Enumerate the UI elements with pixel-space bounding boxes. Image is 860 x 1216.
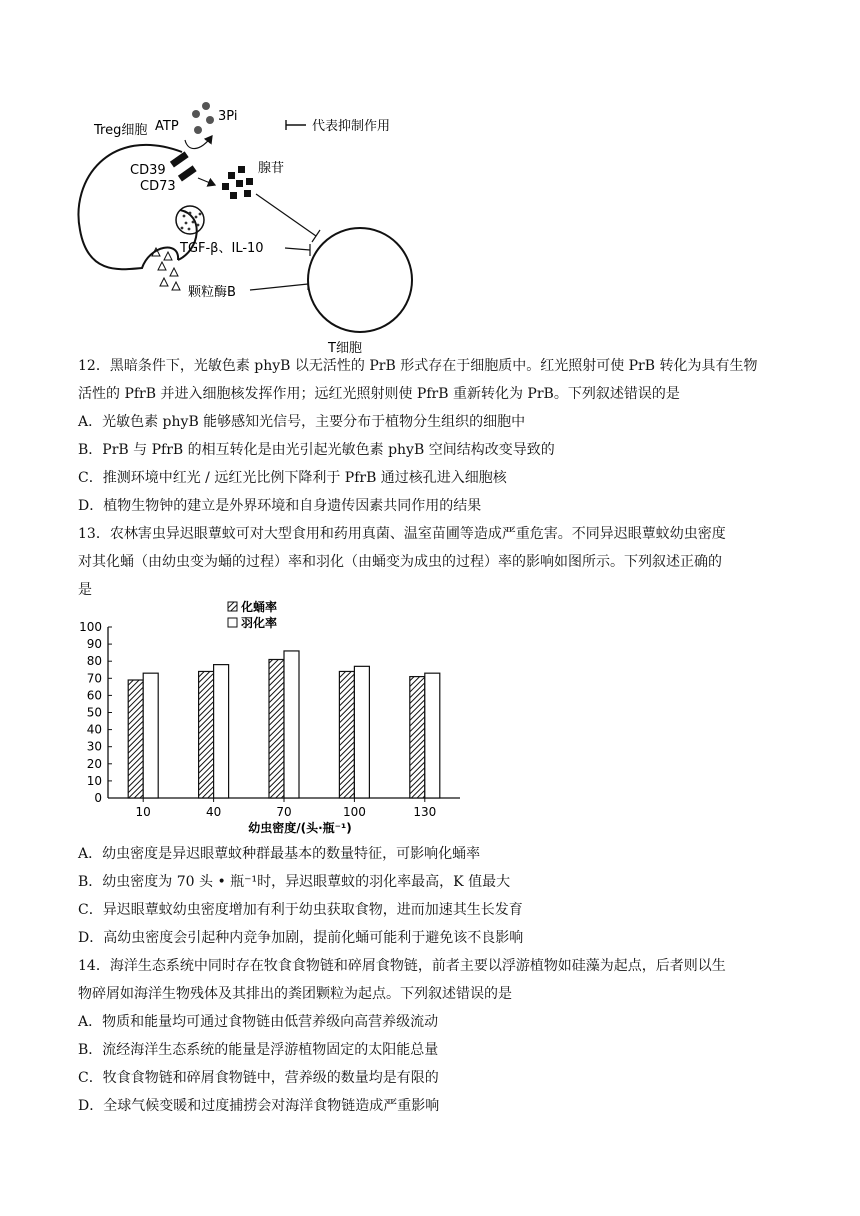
cd73-marker	[178, 165, 197, 181]
y-tick-label: 50	[86, 705, 102, 720]
t-cell	[308, 228, 412, 332]
pi-dot	[192, 110, 200, 118]
inhibit-legend-text: 代表抑制作用	[312, 119, 391, 134]
bar-eclosion	[284, 651, 299, 798]
y-tick-label: 70	[86, 671, 102, 686]
y-tick-label: 0	[94, 791, 102, 805]
question-stem: 12．黑暗条件下，光敏色素 phyB 以无活性的 PrB 形式存在于细胞质中。红光照射可使 PrB 转化为具有生物	[78, 358, 758, 374]
option-a: A．光敏色素 phyB 能够感知光信号，主要分布于植物分生组织的细胞中	[78, 414, 526, 430]
option-d: D．植物生物钟的建立是外界环境和自身遗传因素共同作用的结果	[78, 498, 482, 514]
bar-pupation	[339, 671, 354, 798]
adenosine-squares	[222, 166, 253, 199]
bar-pupation	[269, 659, 284, 798]
adenosine-inhibit-bar	[312, 230, 320, 242]
y-tick-label: 10	[86, 773, 102, 788]
x-tick-label: 40	[205, 805, 222, 819]
x-tick-label: 70	[276, 805, 292, 819]
question-stem: 13．农林害虫异迟眼蕈蚊可对大型食用和药用真菌、温室苗圃等造成严重危害。不同异迟眼蕈蚊幼虫密度	[78, 526, 726, 542]
option-d: D．高幼虫密度会引起种内竞争加剧，提前化蛹可能利于避免该不良影响	[78, 930, 524, 946]
tgf-inhibit-line	[285, 248, 310, 250]
cd39-label: CD39	[130, 163, 166, 178]
bar-eclosion	[143, 673, 158, 798]
question-stem: 活性的 PfrB 并进入细胞核发挥作用；远红光照射则使 PfrB 重新转化为 PrB。下列叙述错误的是	[78, 386, 680, 402]
bar-pupation	[128, 680, 143, 798]
treg-diagram	[70, 90, 450, 360]
atp-arrow	[185, 136, 212, 149]
pi-dot	[202, 102, 210, 110]
question-13-options	[78, 840, 788, 952]
y-tick-label: 90	[86, 637, 102, 652]
treg-label: Treg细胞	[94, 123, 148, 138]
y-tick-label: 40	[86, 722, 102, 737]
adenosine-inhibit-line	[256, 194, 316, 236]
bar-eclosion	[214, 665, 229, 798]
legend-swatch-white	[228, 618, 237, 627]
bar-eclosion	[425, 673, 440, 798]
question-12	[78, 352, 788, 520]
x-tick-label: 10	[135, 805, 151, 819]
question-stem: 是	[78, 582, 92, 598]
t-cell-label: T细胞	[328, 341, 362, 356]
chart-bars	[128, 651, 440, 798]
x-tick-label: 130	[413, 805, 437, 819]
chart-legend	[228, 599, 277, 630]
bar-pupation	[199, 671, 214, 798]
granzyme-triangles	[152, 248, 180, 290]
option-a: A．幼虫密度是异迟眼蕈蚊种群最基本的数量特征，可影响化蛹率	[78, 846, 481, 862]
x-tick-label: 100	[342, 805, 366, 819]
adenosine-label: 腺苷	[258, 161, 285, 176]
legend-label-series-1: 羽化率	[241, 616, 278, 630]
cd39-marker	[170, 151, 189, 167]
option-b: B．流经海洋生态系统的能量是浮游植物固定的太阳能总量	[78, 1042, 439, 1058]
y-tick-label: 30	[86, 739, 102, 754]
option-a: A．物质和能量均可通过食物链由低营养级向高营养级流动	[78, 1014, 439, 1030]
question-stem: 对其化蛹（由幼虫变为蛹的过程）率和羽化（由蛹变为成虫的过程）率的影响如图所示。下列叙述正确的	[78, 554, 722, 570]
y-tick-label: 20	[86, 756, 102, 771]
legend-swatch-hatched	[228, 602, 237, 611]
pi-dot	[194, 126, 202, 134]
y-tick-label: 100	[79, 620, 102, 634]
question-stem: 14．海洋生态系统中同时存在牧食食物链和碎屑食物链，前者主要以浮游植物如硅藻为起点，后者则以生	[78, 958, 726, 974]
pupation-eclosion-chart	[70, 590, 470, 840]
option-c: C．牧食食物链和碎屑食物链中，营养级的数量均是有限的	[78, 1070, 439, 1086]
option-b: B．幼虫密度为 70 头 • 瓶⁻¹时，异迟眼蕈蚊的羽化率最高，K 值最大	[78, 874, 511, 890]
pi-label: 3Pi	[218, 109, 238, 124]
granzyme-inhibit-line	[250, 284, 308, 290]
atp-label: ATP	[155, 119, 179, 134]
pi-dot	[206, 116, 214, 124]
bar-eclosion	[354, 666, 369, 798]
granzyme-label: 颗粒酶B	[188, 285, 236, 300]
y-tick-label: 60	[86, 688, 102, 703]
bar-pupation	[410, 677, 425, 798]
cd73-to-adenosine-arrow	[198, 178, 215, 185]
y-tick-label: 80	[86, 654, 102, 669]
question-14	[78, 952, 788, 1120]
tgf-label: TGF-β、IL-10	[180, 241, 264, 256]
question-stem: 物碎屑如海洋生物残体及其排出的粪团颗粒为起点。下列叙述错误的是	[78, 986, 512, 1002]
option-c: C．异迟眼蕈蚊幼虫密度增加有利于幼虫获取食物，进而加速其生长发育	[78, 902, 523, 918]
option-c: C．推测环境中红光 / 远红光比例下降利于 PfrB 通过核孔进入细胞核	[78, 470, 507, 486]
option-b: B．PrB 与 PfrB 的相互转化是由光引起光敏色素 phyB 空间结构改变导致的	[78, 442, 555, 458]
cd73-label: CD73	[140, 179, 176, 194]
option-d: D．全球气候变暖和过度捕捞会对海洋食物链造成严重影响	[78, 1098, 440, 1114]
x-axis-label: 幼虫密度/(头·瓶⁻¹)	[248, 821, 352, 835]
legend-label-series-0: 化蛹率	[241, 600, 278, 614]
